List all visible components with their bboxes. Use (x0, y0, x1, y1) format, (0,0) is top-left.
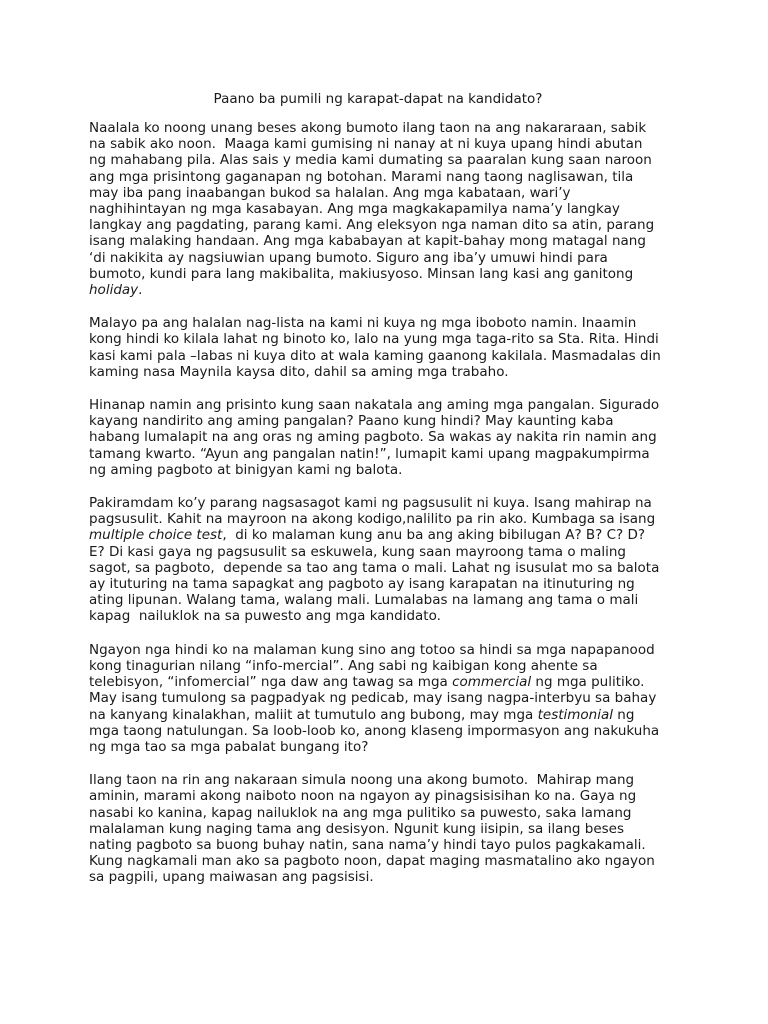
document-page (89, 90, 679, 903)
document-title: Paano ba pumili ng karapat-dapat na kandidato? (213, 91, 543, 107)
paragraph-1-italic-holiday: holiday (89, 282, 139, 299)
paragraph-5-italic-testimonial: testimonial (537, 706, 614, 723)
paragraph-3 (89, 397, 679, 478)
paragraph-5-text-middle: ng mga pulitiko. May isang tumulong sa pagpadyak ng pedicab, may isang nagpa-interbyu sa bahay na kanyang kinalakhan, maliit at tumutulo ang bubong, may mga (89, 674, 657, 723)
paragraph-1-end: . (138, 282, 143, 299)
paragraph-6 (89, 772, 679, 885)
paragraph-6-text: Ilang taon na rin ang nakaraan simula noong una akong bumoto. Mahirap mang aminin, marami akong naiboto noon na ngayon ay pinagsisisihan ko na. Gaya ng nasabi ko kanina, kapag nailuklok na ang mga pulitiko sa puwesto, saka lamang malalaman kung naging tama ang desisyon. Ngunit kung iisipin, sa ilang beses nating pagboto sa buong buhay natin, sana nama’y hindi tayo pulos pagkakamali. Kung nagkamali man ako sa pagboto noon, dapat maging masmatalino ako ngayon sa pagpili, upang maiwasan ang pagsisisi. (89, 772, 655, 886)
paragraph-4-text-start: Pakiramdam ko’y parang nagsasagot kami ng pagsusulit ni kuya. Isang mahirap na pagsusulit. Kahit na mayroon na akong kodigo,nalilito pa rin ako. Kumbaga sa isang (89, 495, 656, 528)
paragraph-4 (89, 495, 679, 625)
paragraph-3-text: Hinanap namin ang prisinto kung saan nakatala ang aming mga pangalan. Sigurado kayang nandirito ang aming pangalan? Paano kung hindi? May kaunting kaba habang lumalapit na ang oras ng aming pagboto. Sa wakas ay nakita rin namin ang tamang kwarto. “Ayun ang pangalan natin!”, lumapit kami upang magpakumpirma ng aming pagboto at binigyan kami ng balota. (89, 397, 660, 478)
paragraph-5-italic-commercial: commercial (452, 674, 532, 691)
paragraph-4-italic-multiple-choice: multiple choice test (89, 527, 223, 544)
paragraph-5-text-start: Ngayon nga hindi ko na malaman kung sino ang totoo sa hindi sa mga napapanood kong tinagurian nilang “info-mercial”. Ang sabi ng kaibigan kong ahente sa telebisyon, “infomercial” nga daw ang tawag sa mga (89, 641, 655, 691)
paragraph-1 (89, 120, 679, 298)
paragraph-4-text-end: , di ko malaman kung anu ba ang aking bibilugan A? B? C? D? E? Di kasi gaya ng pagsusulit sa eskuwela, kung saan mayroong tama o maling sagot, sa pagboto, depende sa tao ang tama o mali. Lahat ng isusulat mo sa balota ay ituturing na tama sapagkat ang pagboto ay isang karapatan na itinuturing ng ating lipunan. Walang tama, walang mali. Lumalabas na lamang ang tama o mali kapag nailuklok na sa puwesto ang mga kandidato. (89, 527, 660, 625)
paragraph-1-text: Naalala ko noong unang beses akong bumoto ilang taon na ang nakararaan, sabik na sabik ako noon. Maaga kami gumising ni nanay at ni kuya upang hindi abutan ng mahabang pila. Alas sais y media kami dumating sa paaralan kung saan naroon ang mga prisintong gaganapan ng botohan. Marami nang taong naglisawan, tila may iba pang inaabangan bukod sa halalan. Ang mga kabataan, wari’y naghihintayan ng mga kasabayan. Ang mga magkakapamilya nama’y langkay langkay ang pagdating, parang kami. Ang eleksyon nga naman dito sa atin, parang isang malaking handaan. Ang mga kababayan at kapit-bahay mong matagal nang ‘di nakikita ay nagsiuwian upang bumoto. Siguro ang iba’y umuwi hindi para bumoto, kundi para lang makibalita, makiusyoso. Minsan lang kasi ang ganitong (89, 120, 655, 282)
paragraph-5-text-end: ng mga taong natulungan. Sa loob-loob ko, anong klaseng impormasyon ang nakukuha ng mga tao sa mga pabalat bungang ito? (89, 706, 660, 755)
paragraph-2 (89, 315, 679, 380)
paragraph-5 (89, 642, 679, 755)
paragraph-2-text: Malayo pa ang halalan nag-lista na kami ni kuya ng mga iboboto namin. Inaamin kong hindi ko kilala lahat ng binoto ko, lalo na yung mga taga-rito sa Sta. Rita. Hindi kasi kami pala –labas ni kuya dito at wala kaming gaanong kakilala. Masmadalas din kaming nasa Maynila kaysa dito, dahil sa aming mga trabaho. (89, 315, 661, 380)
